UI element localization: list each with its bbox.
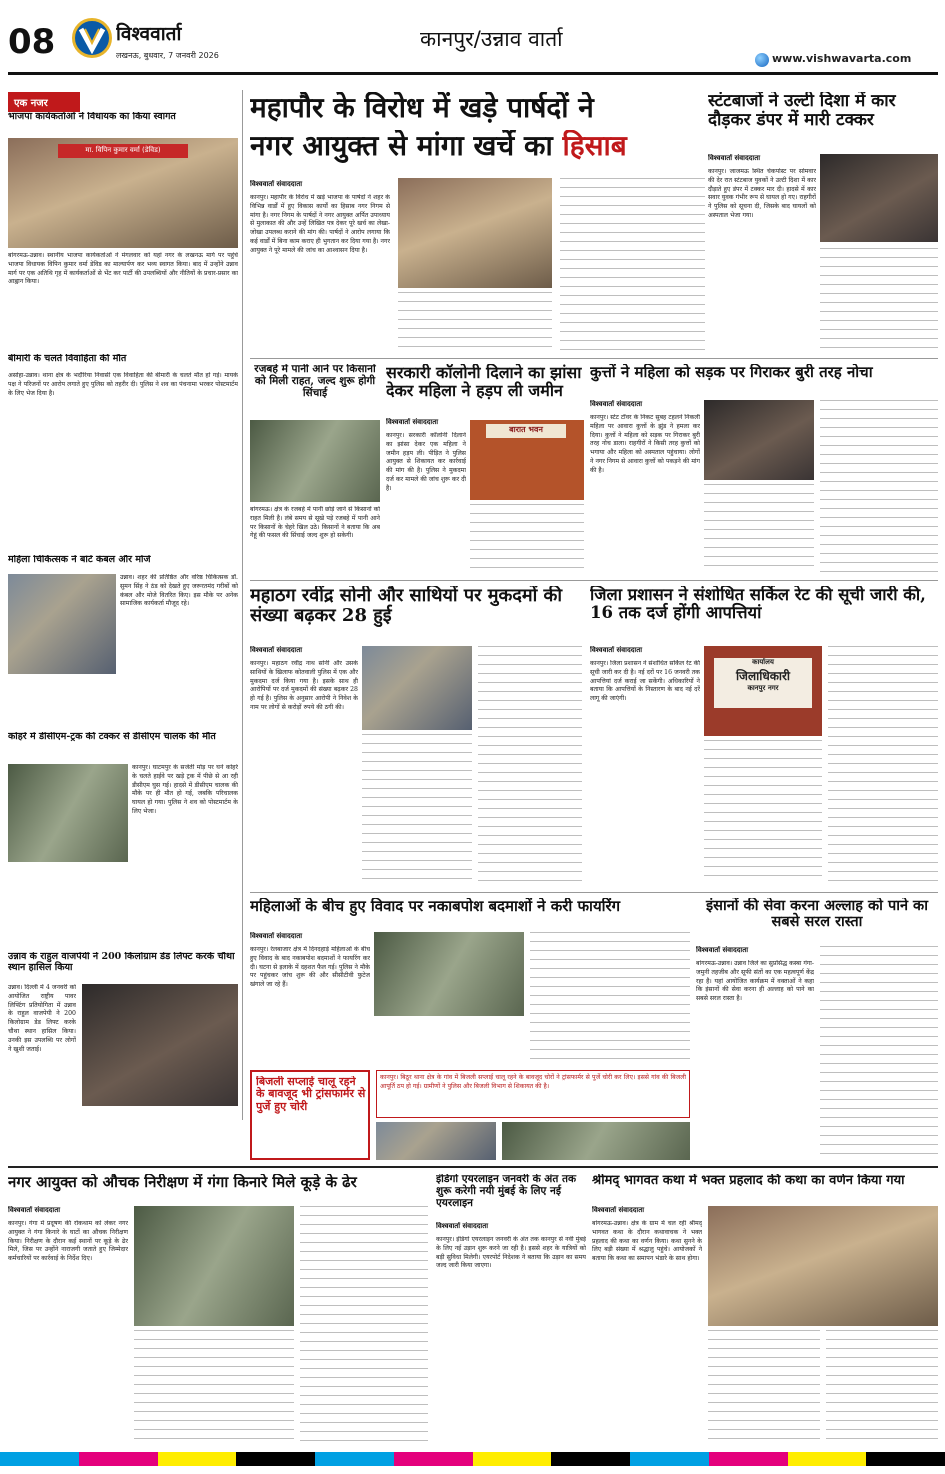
circle-rate-text: कानपुर। जिला प्रशासन ने संशोधित सर्किल रेट की सूची जारी कर दी है। नई दरों पर 16 जनवरी तक आपत्तियां दर्ज कराई जा सकेंगी। अधिकारियों ने बताया कि आपत्तियों के निस्तारण के बाद नई दरें लागू की जाएंगी। (590, 660, 700, 703)
story-dogs (590, 364, 938, 574)
lead-text-continued (398, 292, 552, 350)
circle-rate-photo (704, 646, 822, 736)
ganga-headline: नगर आयुक्त को औचक निरीक्षण में गंगा किनारे मिले कूड़े के ढेर (8, 1174, 357, 1191)
masthead (0, 0, 945, 80)
firing-text: कानपुर। रेलबाजार क्षेत्र में दिनदहाड़े महिलाओं के बीच हुए विवाद के बाद नकाबपोश बदमाशों ने फायरिंग कर दी। घटना से इलाके में दहशत फैल गई। पुलिस ने मौके पर पहुंचकर जांच शुरू की और सीसीटीवी फुटेज खंगाले जा रहे हैं। (250, 946, 370, 989)
ganga-text-col2 (134, 1330, 294, 1442)
circle-rate-text-col3 (828, 646, 938, 882)
firing-text-col3 (530, 932, 690, 1064)
brief3-photo (8, 574, 116, 674)
edition-title: कानपुर/उन्नाव वार्ता (420, 27, 563, 51)
ganga-byline: विश्ववार्ता संवाददाता (8, 1206, 61, 1214)
bhagwat-text-col3 (826, 1330, 938, 1442)
story-ganga (8, 1174, 428, 1444)
transformer-photo (376, 1122, 496, 1160)
brief3-text: उन्नाव। शहर की प्रतिष्ठित और वरिष्ठ चिकित्सक डॉ. सुमन सिंह ने ठंड को देखते हुए जरूरतमंद गरीबों को कंबल और मोजे वितरित किए। इस मौके पर अनेक सामाजिक कार्यकर्ता मौजूद रहे। (120, 574, 238, 608)
circle-rate-headline: जिला प्रशासन ने संशोधित सर्किल रेट की सूची जारी की, 16 तक दर्ज होंगी आपत्तियां (590, 586, 926, 623)
story-bhagwat (592, 1174, 938, 1444)
brief4-photo (8, 764, 128, 862)
page-number: 08 (8, 22, 56, 62)
website-link[interactable]: www.vishwavarta.com (772, 52, 912, 65)
fraud-photo (362, 646, 472, 730)
bhagwat-headline: श्रीमद् भागवत कथा में भक्त प्रहलाद की कथा का वर्णन किया गया (592, 1174, 905, 1188)
brand-logo-icon (72, 18, 112, 58)
transformer-note-box (376, 1070, 690, 1118)
brief1-title: भाजपा कार्यकर्ताओं ने विधायक का किया स्वागत (8, 112, 176, 122)
masthead-divider (8, 72, 938, 75)
ganga-text: कानपुर। गंगा में प्रदूषण की रोकथाम को लेकर नगर आयुक्त ने गंगा किनारे के घाटों का औचक निरीक्षण किया। निरीक्षण के दौरान कई स्थानों पर कूड़े के ढेर मिले, जिस पर उन्होंने नाराजगी जताते हुए जिम्मेदार कर्मचारियों पर कार्रवाई के निर्देश दिए। (8, 1220, 128, 1263)
transformer-callout (250, 1070, 370, 1160)
lead-text: कानपुर। महापौर के विरोध में खड़े भाजपा के पार्षदों ने शहर के विभिन्न वार्डों में हुए विकास कार्यों का हिसाब नगर निगम से मांगा है। नगर निगम के पार्षदों ने नगर आयुक्त अर्पित उपाध्याय से मुलाकात की और उन्हें लिखित पत्र देकर पूरे खर्च का लेखा-जोखा उपलब्ध कराने की मांग की। पार्षदों ने आरोप लगाया कि कई वार्डों में बिना काम कराए ही भुगतान कर दिया गया है। नगर आयुक्त ने पूरे मामले की जांच का आश्वासन दिया है। (250, 194, 390, 254)
dogs-text: कानपुर। स्टेट टॉवर के निकट सुबह टहलने निकली महिला पर आवारा कुत्तों के झुंड ने हमला कर दिया। कुत्तों ने महिला को सड़क पर गिराकर बुरी तरह नोच डाला। राहगीरों ने किसी तरह कुत्तों को भगाया और महिला को अस्पताल पहुंचाया। लोगों ने नगर निगम से आवारा कुत्तों को पकड़ने की मांग की है। (590, 414, 700, 474)
brand-name: विश्ववार्ता (116, 23, 182, 45)
firing-photo (374, 932, 524, 1016)
lead-headline-line1: महापौर के विरोध में खड़े पार्षदों ने (250, 92, 594, 124)
stuntmen-text-continued (820, 248, 938, 348)
stuntmen-headline: स्टंटबाजों ने उल्टी दिशा में कार दौड़कर डंपर में मारी टक्कर (708, 92, 896, 131)
lead-byline: विश्ववार्ता संवाददाता (250, 180, 303, 188)
ganga-text-col3 (300, 1206, 428, 1442)
service-byline: विश्ववार्ता संवाददाता (696, 946, 749, 954)
brief4-title: कोहरे में डीसीएम-ट्रक की टक्कर से डीसीएम चालक की मौत (8, 732, 216, 742)
colony-text-continued (470, 504, 584, 572)
brief5-photo (82, 984, 238, 1106)
story-stuntmen (708, 92, 938, 352)
indigo-headline: इंडिगो एयरलाइन जनवरी के अंत तक शुरू करेगी नयी मुंबई के लिए नई एयरलाइन (436, 1174, 577, 1209)
brief2-title: बीमारी के चलते विवाहिता की मौत (8, 354, 127, 364)
story-service (696, 898, 938, 1160)
indigo-byline: विश्ववार्ता संवाददाता (436, 1222, 489, 1230)
brief1-photo (8, 138, 238, 248)
colony-sign: बारात भवन (486, 424, 566, 438)
bhagwat-text-col2 (708, 1330, 820, 1442)
globe-icon (755, 53, 769, 67)
fraud-text: कानपुर। महाठग रवींद्र नाथ सोनी और उसके साथियों के खिलाफ कोतवाली पुलिस में एक और मुकदमा दर्ज किया गया है। इसके साथ ही आरोपियों पर दर्ज मुकदमों की संख्या बढ़कर 28 हो गई है। पुलिस के अनुसार आरोपी ने निवेश के नाम पर लोगों से करोड़ों रुपये की ठगी की। (250, 660, 358, 711)
dm-sign-line2: जिलाधिकारी (735, 669, 791, 683)
transformer-photo-2 (502, 1122, 690, 1160)
dm-sign-line1: कार्यालय (752, 658, 774, 666)
row3-divider (250, 892, 938, 893)
lead-headline-line2 (250, 130, 705, 168)
dogs-byline: विश्ववार्ता संवाददाता (590, 400, 643, 408)
dogs-text-col2 (704, 484, 814, 572)
colony-byline: विश्ववार्ता संवाददाता (386, 418, 439, 426)
brief2-text: असोहा-उन्नाव। थाना क्षेत्र के भदौरिया निवासी एक विवाहिता की बीमारी के चलते मौत हो गई। मायके पक्ष ने परिजनों पर आरोप लगाते हुए पुलिस को तहरीर दी। पुलिस ने शव का पंचनामा भरकर पोस्टमार्टम के लिए भेज दिया है। (8, 372, 238, 397)
fraud-headline: महाठग रवींद्र सोनी और साथियों पर मुकदमों की संख्या बढ़कर 28 हुई (250, 586, 563, 627)
stuntmen-text: कानपुर। जाजमऊ स्थित चेकपोस्ट पर सोमवार की देर रात स्टंटबाज युवकों ने उल्टी दिशा में कार दौड़ाते हुए डंपर में टक्कर मार दी। हादसे में कार सवार युवक गंभीर रूप से घायल हो गए। राहगीरों ने पुलिस को सूचना दी, जिसके बाद घायलों को अस्पताल भेजा गया। (708, 168, 816, 219)
lead-text-column3 (560, 178, 705, 350)
bhagwat-photo (708, 1206, 938, 1326)
section-label: एक नजर (8, 92, 80, 112)
brief5-text: उन्नाव। दिल्ली में 4 जनवरी को आयोजित राष्ट्रीय पावर लिफ्टिंग प्रतियोगिता में उन्नाव के राहुल वाजपेयी ने 200 किलोग्राम डेड लिफ्ट करके चौथा स्थान हासिल किया। उनकी इस उपलब्धि पर लोगों ने खुशी जताई। (8, 984, 76, 1053)
stuntmen-byline: विश्ववार्ता संवाददाता (708, 154, 761, 162)
row1-divider (250, 358, 938, 359)
story-colony (386, 364, 584, 574)
dm-sign-line3: कानपुर नगर (747, 684, 779, 692)
lead-headline-prefix: नगर आयुक्त से मांगा खर्चे का (250, 130, 563, 162)
story-circle-rate (590, 586, 938, 886)
firing-byline: विश्ववार्ता संवाददाता (250, 932, 303, 940)
dm-office-sign (714, 658, 812, 708)
brief1-text: बांगरमऊ-उन्नाव। स्थानीय भाजपा कार्यकर्ताओं ने मंगलवार को यहां नगर के लखनऊ मार्ग पर पहुंचे भाजपा विधायक विपिन कुमार वर्मा डेविड का माल्यार्पण कर भव्य स्वागत किया। बाद में उन्होंने उन्नाव मार्ग पर एक अतिथि गृह में कार्यकर्ताओं से भेंट कर पार्टी की उपलब्धियों और नीतियों के प्रचार-प्रसार का आह्वान किया। (8, 252, 238, 286)
brief1-banner: मा. विपिन कुमार वर्मा (डेविड) (58, 144, 188, 158)
print-color-bar (0, 1452, 945, 1466)
lead-headline-highlight: हिसाब (562, 130, 627, 162)
fraud-byline: विश्ववार्ता संवाददाता (250, 646, 303, 654)
row2-divider (250, 580, 938, 581)
colony-text: कानपुर। सरकारी कॉलोनी दिलाने का झांसा देकर एक महिला ने जमीन हड़प ली। पीड़ित ने पुलिस आयुक्त से शिकायत कर कार्रवाई की मांग की है। पुलिस ने मुकदमा दर्ज कर मामले की जांच शुरू कर दी है। (386, 432, 466, 492)
brief5-title: उन्नाव के राहुल वाजपेयी ने 200 किलोग्राम डेड लिफ्ट करके चौथा स्थान हासिल किया (8, 952, 235, 973)
story-fraud (250, 586, 582, 886)
bhagwat-byline: विश्ववार्ता संवाददाता (592, 1206, 645, 1214)
stuntmen-photo (820, 154, 938, 242)
fraud-text-col2 (362, 734, 472, 882)
story-indigo (436, 1174, 586, 1444)
service-headline: इंसानों की सेवा करना अल्लाह को पाने का सबसे सरल रास्ता (706, 898, 928, 931)
left-column-divider (242, 90, 243, 1120)
transformer-text: कानपुर। बिठूर थाना क्षेत्र के गांव में बिजली सप्लाई चालू रहने के बावजूद चोरों ने ट्रांसफार्मर से पुर्जे चोरी कर लिए। इससे गांव की बिजली आपूर्ति ठप हो गई। ग्रामीणों ने पुलिस और बिजली विभाग से शिकायत की है। (380, 1074, 686, 1090)
colony-photo (470, 420, 584, 500)
service-text: बांगरमऊ-उन्नाव। उन्नाव जिले का सुप्रसिद्ध कस्बा गंगा-जमुनी तहजीब और सूफी संतों का एक महत्वपूर्ण केंद्र रहा है। यहां आयोजित कार्यक्रम में वक्ताओं ने कहा कि इंसानों की सेवा करना ही अल्लाह को पाने का सबसे सरल रास्ता है। (696, 960, 814, 1003)
dateline: लखनऊ, बुधवार, 7 जनवरी 2026 (116, 51, 219, 60)
colony-headline: सरकारी कॉलोनी दिलाने का झांसा देकर महिला ने हड़प ली जमीन (386, 364, 582, 400)
dogs-photo (704, 400, 814, 480)
circle-rate-text-col2 (704, 740, 822, 882)
firing-headline: महिलाओं के बीच हुए विवाद पर नकाबपोश बदमाशों ने करी फायरिंग (250, 898, 621, 915)
story-firing (250, 898, 690, 1160)
transformer-headline: बिजली सप्लाई चालू रहने के बावजूद भी ट्रांसफार्मर से पुर्जे हुए चोरी (256, 1076, 366, 1113)
row4-divider (8, 1166, 938, 1168)
rain-photo (250, 420, 380, 502)
indigo-text: कानपुर। इंडिगो एयरलाइन जनवरी के अंत तक कानपुर से नवी मुंबई के लिए नई उड़ान शुरू करने जा रही है। इससे शहर के यात्रियों को बड़ी सुविधा मिलेगी। एयरपोर्ट निदेशक ने बताया कि उड़ान का समय जल्द जारी किया जाएगा। (436, 1236, 586, 1270)
circle-rate-byline: विश्ववार्ता संवाददाता (590, 646, 643, 654)
ganga-photo (134, 1206, 294, 1326)
dogs-headline: कुत्तों ने महिला को सड़क पर गिराकर बुरी तरह नोचा (590, 364, 873, 381)
brief4-text: कानपुर। घाटमपुर के सजेती मोड़ पर घने कोहरे के चलते हाईवे पर खड़े ट्रक में पीछे से आ रही डीसीएम घुस गई। हादसे में डीसीएम चालक की मौके पर ही मौत हो गई, जबकि परिचालक घायल हो गया। पुलिस ने शव को पोस्टमार्टम के लिए भेजा। (132, 764, 238, 815)
rain-text: बांगरमऊ। क्षेत्र के रजबहे में पानी छोड़े जाने से किसानों को राहत मिली है। लंबे समय से सूखे पड़े रजबहे में पानी आने पर किसानों के चेहरे खिल उठे। किसानों ने बताया कि अब गेहूं की फसल की सिंचाई जल्द शुरू हो सकेगी। (250, 506, 380, 540)
fraud-text-col3 (478, 646, 582, 882)
bhagwat-text: बांगरमऊ-उन्नाव। क्षेत्र के ग्राम में चल रही श्रीमद् भागवत कथा के दौरान कथावाचक ने भक्त प्रहलाद की कथा का वर्णन किया। कथा सुनने के लिए बड़ी संख्या में श्रद्धालु पहुंचे। आयोजकों ने बताया कि कथा का समापन भंडारे के साथ होगा। (592, 1220, 702, 1263)
lead-story (250, 92, 705, 352)
brief3-title: महिला चिकित्सक ने बांटे कंबल और मोजे (8, 555, 151, 565)
lead-photo (398, 178, 552, 288)
story-rain (250, 364, 380, 574)
rain-headline: रजबहे में पानी आने पर किसानों को मिली राहत, जल्द शुरू होगी सिंचाई (254, 364, 376, 399)
service-text-col2 (820, 946, 938, 1158)
dogs-text-col3 (820, 400, 938, 572)
